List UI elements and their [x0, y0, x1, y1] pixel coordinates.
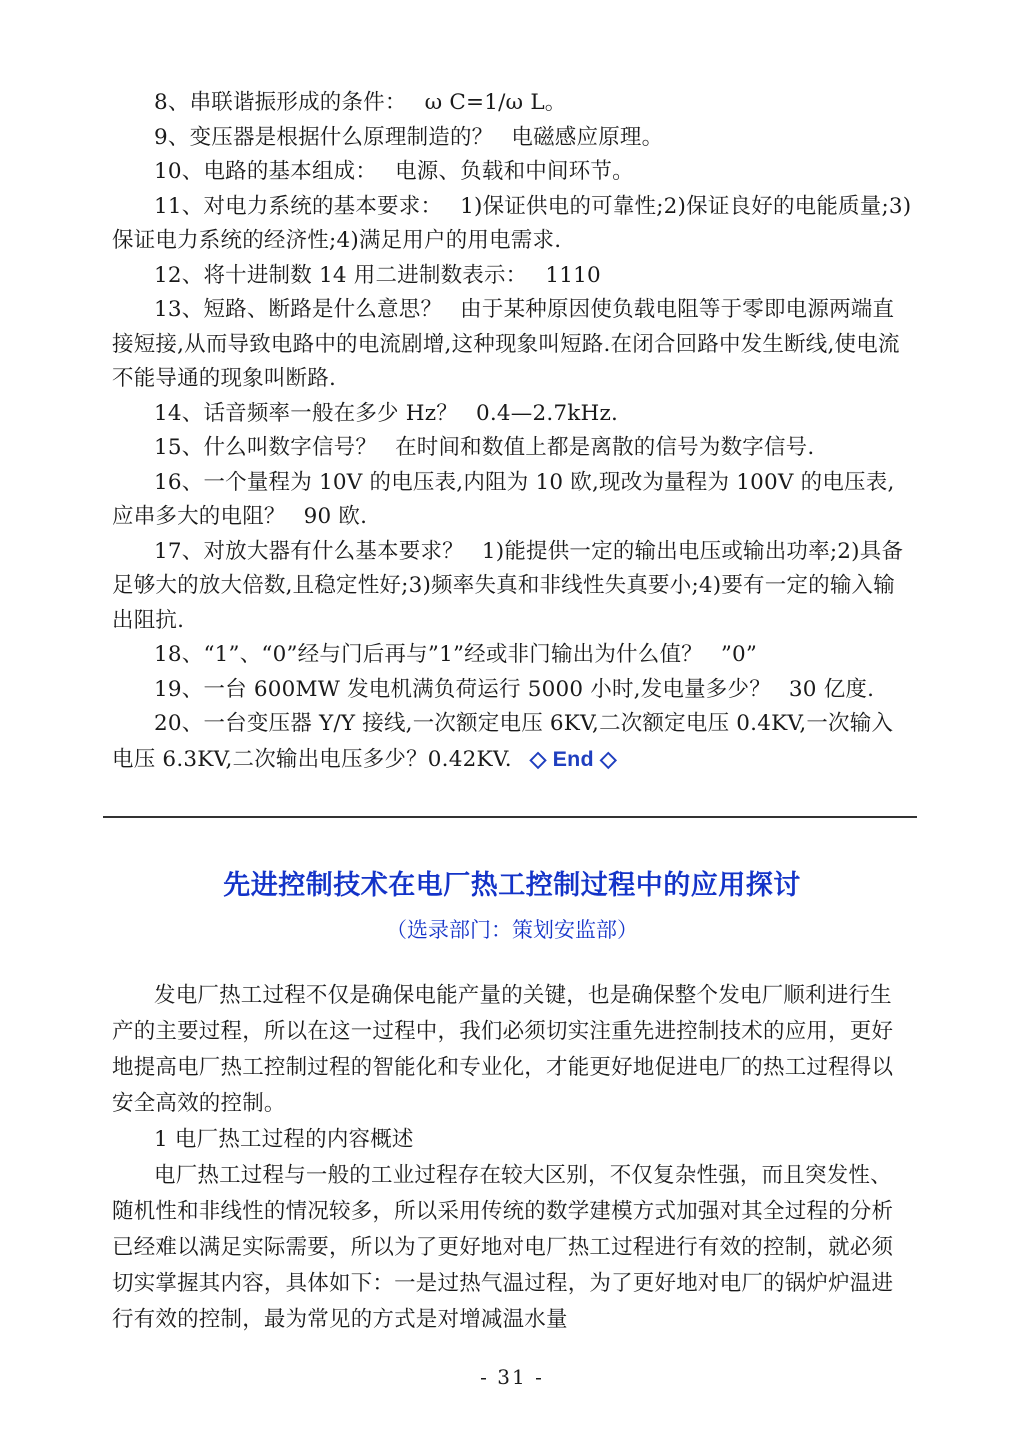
answer: 电磁感应原理。 [511, 124, 664, 150]
qa-item-12 [112, 259, 912, 294]
question: 8、串联谐振形成的条件： [154, 90, 407, 115]
question: 11、对电力系统的基本要求： [154, 193, 443, 219]
answer: 30 亿度. [788, 676, 875, 702]
qa-item-9 [112, 121, 912, 156]
qa-item-8 [112, 86, 912, 121]
question: 16、一个量程为 10V 的电压表,内阻为 10 欧,现改为量程为 100V 的电压表,应串多大的电阻？ [112, 469, 895, 529]
qa-item-14 [112, 397, 912, 432]
article-paragraph: 电厂热工过程与一般的工业过程存在较大区别，不仅复杂性强，而且突发性、随机性和非线性的情况较多，所以采用传统的数学建模方式加强对其全过程的分析已经难以满足实际需要，所以为了更好地对电厂热工过程进行有效的控制，就必须切实掌握其内容，具体如下：一是过热气温过程，为了更好地对电厂的锅炉炉温进行有效的控制，最为常见的方式是对增减温水量 [112, 1163, 894, 1332]
question: 9、变压器是根据什么原理制造的？ [154, 124, 494, 150]
qa-item-17 [112, 535, 912, 639]
article-subtitle: （选录部门：策划安监部） [386, 918, 638, 942]
answer: ”0” [720, 642, 758, 667]
question: 12、将十进制数 14 用二进制数表示： [154, 262, 528, 288]
answer: 1)能提供一定的输出电压或输出功率;2)具备足够大的放大倍数,且稳定性好;3)频率失真和非线性失真要小;4)要有一定的输入输出阻抗. [112, 538, 904, 633]
section-heading: 1 电厂热工过程的内容概述 [154, 1127, 414, 1152]
qa-section [112, 86, 912, 777]
qa-item-19 [112, 673, 912, 708]
article-paragraph: 发电厂热工过程不仅是确保电能产量的关键，也是确保整个发电厂顺利进行生产的主要过程，所以在这一过程中，我们必须切实注重先进控制技术的应用，更好地提高电厂热工控制过程的智能化和专业化，才能更好地促进电厂的热工过程得以安全高效的控制。 [112, 983, 894, 1116]
question: 13、短路、断路是什么意思？ [154, 297, 443, 322]
answer: ω C=1/ω L。 [424, 90, 567, 115]
answer: 0.4—2.7kHz. [475, 400, 619, 426]
answer: 0.42KV. [427, 746, 512, 772]
answer: 1)保证供电的可靠性;2)保证良好的电能质量;3)保证电力系统的经济性;4)满足用户的用电需求. [112, 193, 912, 253]
qa-item-11 [112, 190, 912, 259]
question: 10、电路的基本组成： [154, 159, 378, 184]
answer: 在时间和数值上都是离散的信号为数字信号. [395, 435, 815, 460]
answer: 90 欧. [303, 504, 368, 529]
question: 15、什么叫数字信号？ [154, 435, 378, 460]
question: 19、一台 600MW 发电机满负荷运行 5000 小时,发电量多少？ [154, 676, 771, 702]
qa-item-15 [112, 431, 912, 466]
answer: 由于某种原因使负载电阻等于零即电源两端直接短接,从而导致电路中的电流剧增,这种现象叫短路.在闭合回路中发生断线,使电流不能导通的现象叫断路. [112, 297, 900, 391]
answer: 1110 [545, 262, 601, 288]
article-title: 先进控制技术在电厂热工控制过程中的应用探讨 [223, 870, 801, 901]
qa-item-13 [112, 293, 912, 397]
page-number: - 31 - [480, 1365, 544, 1389]
answer: 电源、负载和中间环节。 [395, 159, 634, 184]
question: 18、“1”、“0”经与门后再与”1”经或非门输出为什么值？ [154, 642, 703, 667]
article [112, 862, 912, 1338]
question: 14、话音频率一般在多少 Hz？ [154, 400, 458, 426]
section-divider [103, 816, 917, 818]
end-marker: ◇ End ◇ [529, 746, 617, 771]
qa-item-18 [112, 638, 912, 673]
qa-item-10 [112, 155, 912, 190]
article-body [112, 978, 912, 1338]
question: 20、一台变压器 Y/Y 接线,一次额定电压 6KV,二次额定电压 0.4KV,一次输入电压 6.3KV,二次输出电压多少？ [112, 711, 894, 772]
qa-item-20 [112, 707, 912, 777]
qa-item-16 [112, 466, 912, 535]
question: 17、对放大器有什么基本要求？ [154, 538, 464, 564]
